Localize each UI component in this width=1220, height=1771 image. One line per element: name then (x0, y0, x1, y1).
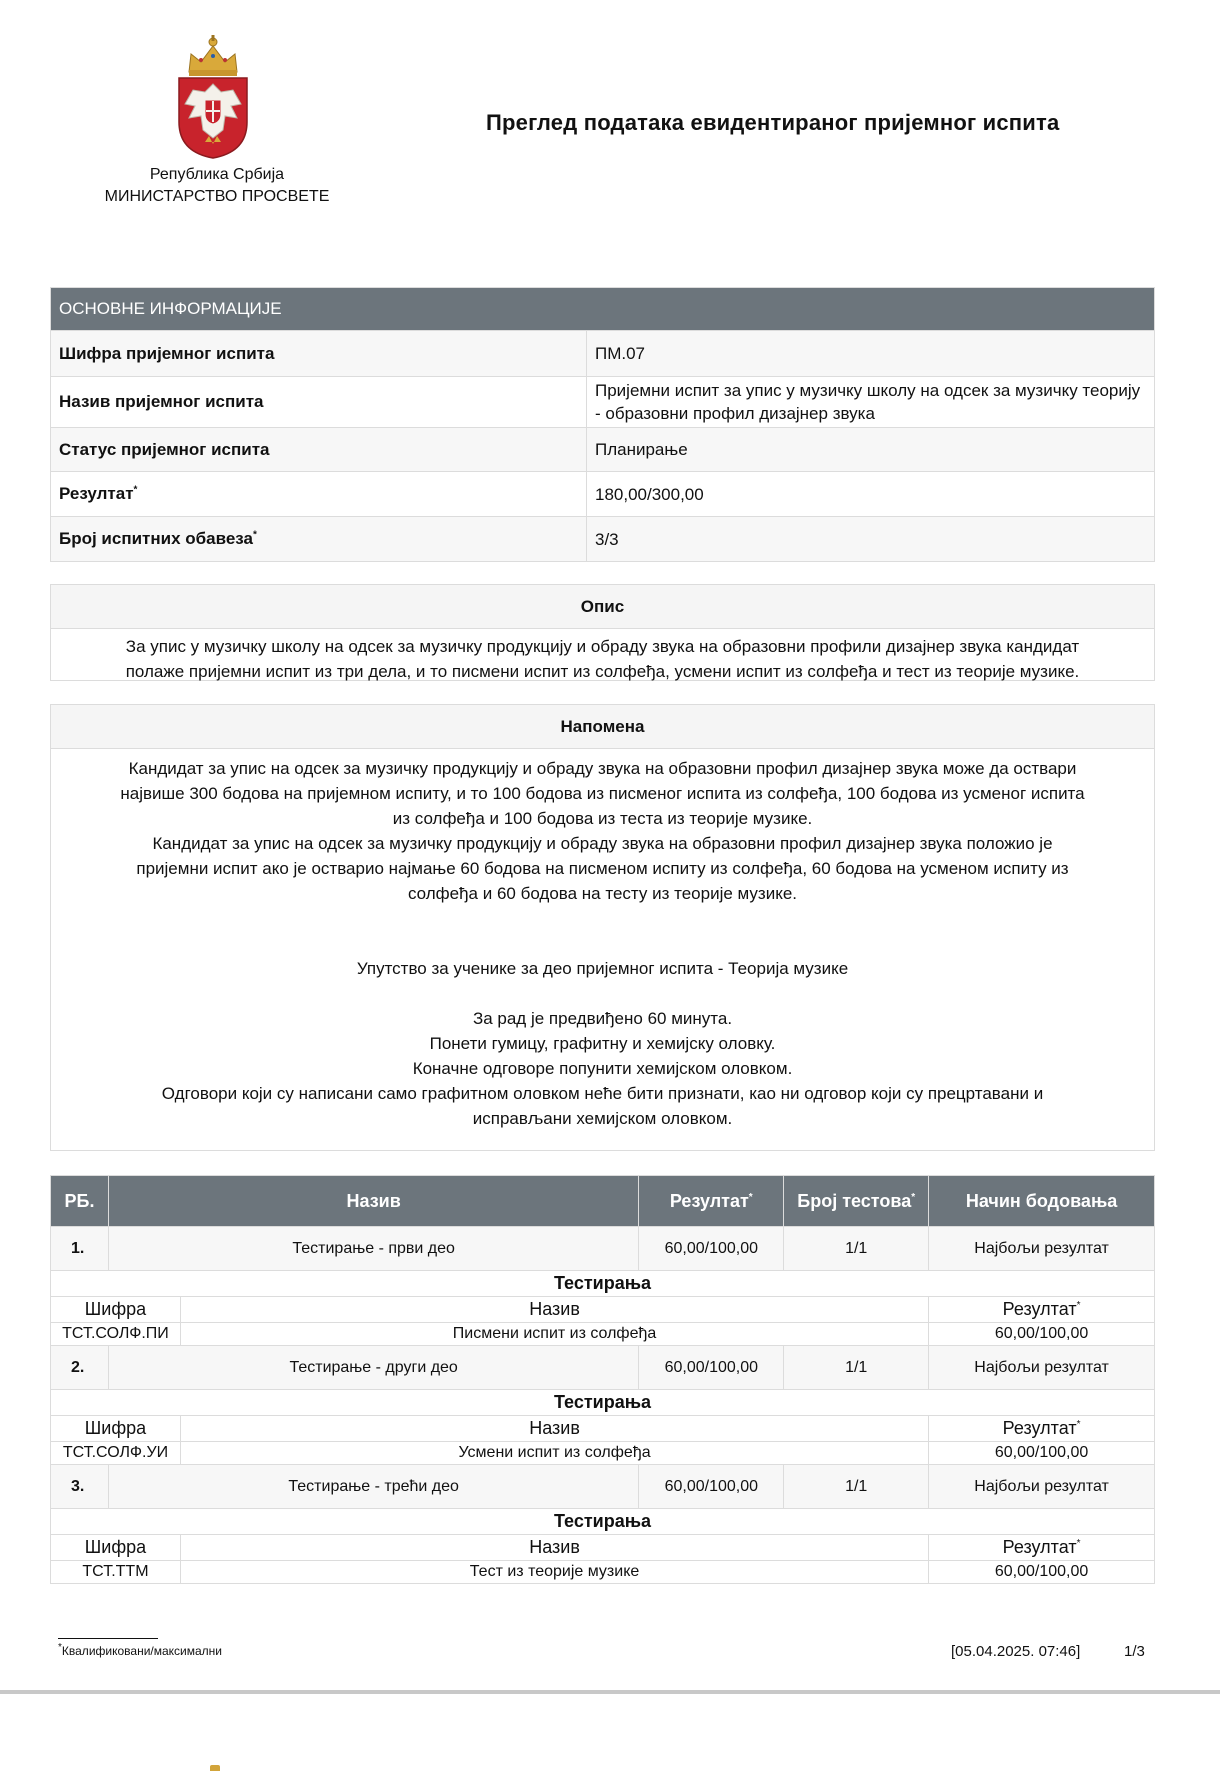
col-header-mode: Начин бодовања (929, 1176, 1155, 1227)
note-line: највише 300 бодова на пријемном испиту, и то 100 бодова из писменог испита из солфеђа, 100 бодова из усменог испита (120, 784, 1085, 803)
item-name: Тестирање - трећи део (108, 1465, 638, 1509)
sub-header-result-cell (929, 1416, 1155, 1442)
instruction-line: За рад је предвиђено 60 минута. (472, 1009, 733, 1028)
sub-header-name: Назив (180, 1535, 928, 1561)
table-header-row (51, 1176, 1155, 1227)
sub-header-row (51, 1297, 1155, 1323)
timestamp: [05.04.2025. 07:46] (951, 1643, 1081, 1660)
note-title: Напомена (51, 705, 1154, 749)
sub-header-code: Шифра (51, 1416, 181, 1442)
asterisk: * (1076, 1300, 1081, 1311)
sub-header-row (51, 1416, 1155, 1442)
table-row (51, 428, 1155, 472)
result-value: 180,00/300,00 (587, 472, 1155, 517)
table-row (51, 377, 1155, 428)
item-mode: Најбољи резултат (929, 1227, 1155, 1271)
note-body (51, 749, 1154, 1131)
obligations-label: Број испитних обавеза (59, 529, 253, 548)
description-title: Опис (51, 585, 1154, 629)
sub-section-row (51, 1390, 1155, 1416)
instructions-title: Упутство за ученике за део пријемног испита - Теорија музике (356, 959, 849, 978)
description-box (50, 584, 1155, 681)
sub-section-row (51, 1271, 1155, 1297)
exam-obligations-table (50, 1175, 1155, 1584)
coat-of-arms-icon (175, 34, 251, 160)
issuer-block (100, 164, 334, 208)
table-row (51, 1227, 1155, 1271)
sub-row (51, 1323, 1155, 1346)
col-header-result: Резултат (669, 1190, 749, 1211)
instruction-line: исправљани хемијском оловком. (472, 1109, 733, 1128)
instruction-line: Одговори који су написани само графитном оловком неће бити признати, као ни одговор који су прецртавани и (161, 1084, 1044, 1103)
sub-code: ТСТ.СОЛФ.ПИ (51, 1323, 181, 1346)
item-result: 60,00/100,00 (639, 1346, 784, 1390)
col-header-name: Назив (108, 1176, 638, 1227)
basic-info-table (50, 287, 1155, 562)
note-line: солфеђа и 60 бодова на тесту из теорије музике. (407, 884, 798, 903)
description-body (51, 629, 1154, 684)
table-row (51, 1346, 1155, 1390)
note-line: пријемни испит ако је остварио најмање 60 бодова на писменом испиту из солфеђа, 60 бодова на усменом испиту из (136, 859, 1069, 878)
exam-name-label: Назив пријемног испита (51, 377, 587, 428)
table-row (51, 1465, 1155, 1509)
sub-header-result-cell (929, 1535, 1155, 1561)
exam-code-label: Шифра пријемног испита (51, 331, 587, 377)
asterisk: * (1076, 1538, 1081, 1549)
note-line: из солфеђа и 100 бодова из теста из теорије музике. (392, 809, 813, 828)
sub-row (51, 1561, 1155, 1584)
exam-status-value: Планирање (587, 428, 1155, 472)
table-row (51, 517, 1155, 562)
note-line: Кандидат за упис на одсек за музичку продукцију и обраду звука на образовни профил дизајнер звука положио је (152, 834, 1053, 853)
asterisk: * (252, 529, 257, 541)
obligations-value: 3/3 (587, 517, 1155, 562)
description-line: За упис у музичку школу на одсек за музичку продукцију и обраду звука на образовни профили дизајнер звука кандидат (125, 637, 1080, 656)
result-label: Резултат (59, 484, 134, 503)
sub-name: Писмени испит из солфеђа (180, 1323, 928, 1346)
item-tests: 1/1 (784, 1465, 929, 1509)
sub-header-result: Резултат (1002, 1537, 1077, 1557)
exam-code-value: ПМ.07 (587, 331, 1155, 377)
item-number: 2. (51, 1346, 109, 1390)
ministry-name: МИНИСТАРСТВО ПРОСВЕТЕ (104, 188, 330, 205)
page-title: Преглед података евидентираног пријемног испита (486, 110, 1060, 135)
sub-header-name: Назив (180, 1416, 928, 1442)
note-line: Кандидат за упис на одсек за музичку продукцију и обраду звука на образовни профил дизајнер звука може да оствари (128, 759, 1077, 778)
item-mode: Најбољи резултат (929, 1346, 1155, 1390)
item-mode: Најбољи резултат (929, 1465, 1155, 1509)
sub-section-title: Тестирања (51, 1271, 1155, 1297)
republic-name: Република Србија (149, 166, 285, 183)
instruction-line: Коначне одговоре попунити хемијском оловком. (412, 1059, 793, 1078)
item-result: 60,00/100,00 (639, 1465, 784, 1509)
col-header-result-cell (639, 1176, 784, 1227)
instruction-line: Понети гумицу, графитну и хемијску оловку. (429, 1034, 776, 1053)
page-number: 1/3 (1124, 1643, 1145, 1660)
obligations-label-cell (51, 517, 587, 562)
item-name: Тестирање - други део (108, 1346, 638, 1390)
sub-header-row (51, 1535, 1155, 1561)
description-line: полаже пријемни испит из три дела, и то писмени испит из солфеђа, усмени испит из солфеђа и тест из теорије музике. (125, 662, 1080, 681)
asterisk: * (748, 1191, 753, 1203)
col-header-tests: Број тестова (797, 1190, 912, 1211)
document-header (0, 0, 1220, 240)
col-header-rb: РБ. (51, 1176, 109, 1227)
sub-section-title: Тестирања (51, 1509, 1155, 1535)
sub-result: 60,00/100,00 (929, 1561, 1155, 1584)
sub-section-title: Тестирања (51, 1390, 1155, 1416)
exam-name-value: Пријемни испит за упис у музичку школу на одсек за музичку теорију - образовни профил дизајнер звука (587, 377, 1155, 428)
sub-header-code: Шифра (51, 1535, 181, 1561)
asterisk: * (911, 1191, 916, 1203)
asterisk: * (133, 484, 138, 496)
item-tests: 1/1 (784, 1346, 929, 1390)
sub-code: ТСТ.ТТМ (51, 1561, 181, 1584)
item-number: 1. (51, 1227, 109, 1271)
sub-row (51, 1442, 1155, 1465)
item-tests: 1/1 (784, 1227, 929, 1271)
sub-code: ТСТ.СОЛФ.УИ (51, 1442, 181, 1465)
sub-header-name: Назив (180, 1297, 928, 1323)
sub-header-code: Шифра (51, 1297, 181, 1323)
sub-name: Усмени испит из солфеђа (180, 1442, 928, 1465)
table-row (51, 331, 1155, 377)
sub-header-result: Резултат (1002, 1418, 1077, 1438)
note-box (50, 704, 1155, 1151)
item-result: 60,00/100,00 (639, 1227, 784, 1271)
basic-info-header: ОСНОВНЕ ИНФОРМАЦИЈЕ (51, 288, 1155, 331)
sub-name: Тест из теорије музике (180, 1561, 928, 1584)
asterisk: * (1076, 1419, 1081, 1430)
footnote-text: Квалификовани/максимални (61, 1644, 222, 1658)
sub-header-result: Резултат (1002, 1299, 1077, 1319)
item-name: Тестирање - први део (108, 1227, 638, 1271)
footnote (58, 1644, 222, 1658)
sub-header-result-cell (929, 1297, 1155, 1323)
footnote-divider (58, 1638, 158, 1639)
col-header-tests-cell (784, 1176, 929, 1227)
result-label-cell (51, 472, 587, 517)
asterisk: * (58, 1642, 62, 1653)
exam-status-label: Статус пријемног испита (51, 428, 587, 472)
item-number: 3. (51, 1465, 109, 1509)
sub-result: 60,00/100,00 (929, 1442, 1155, 1465)
next-page-crest-icon (210, 1765, 220, 1771)
page-break-divider (0, 1690, 1220, 1694)
sub-result: 60,00/100,00 (929, 1323, 1155, 1346)
table-row (51, 472, 1155, 517)
sub-section-row (51, 1509, 1155, 1535)
